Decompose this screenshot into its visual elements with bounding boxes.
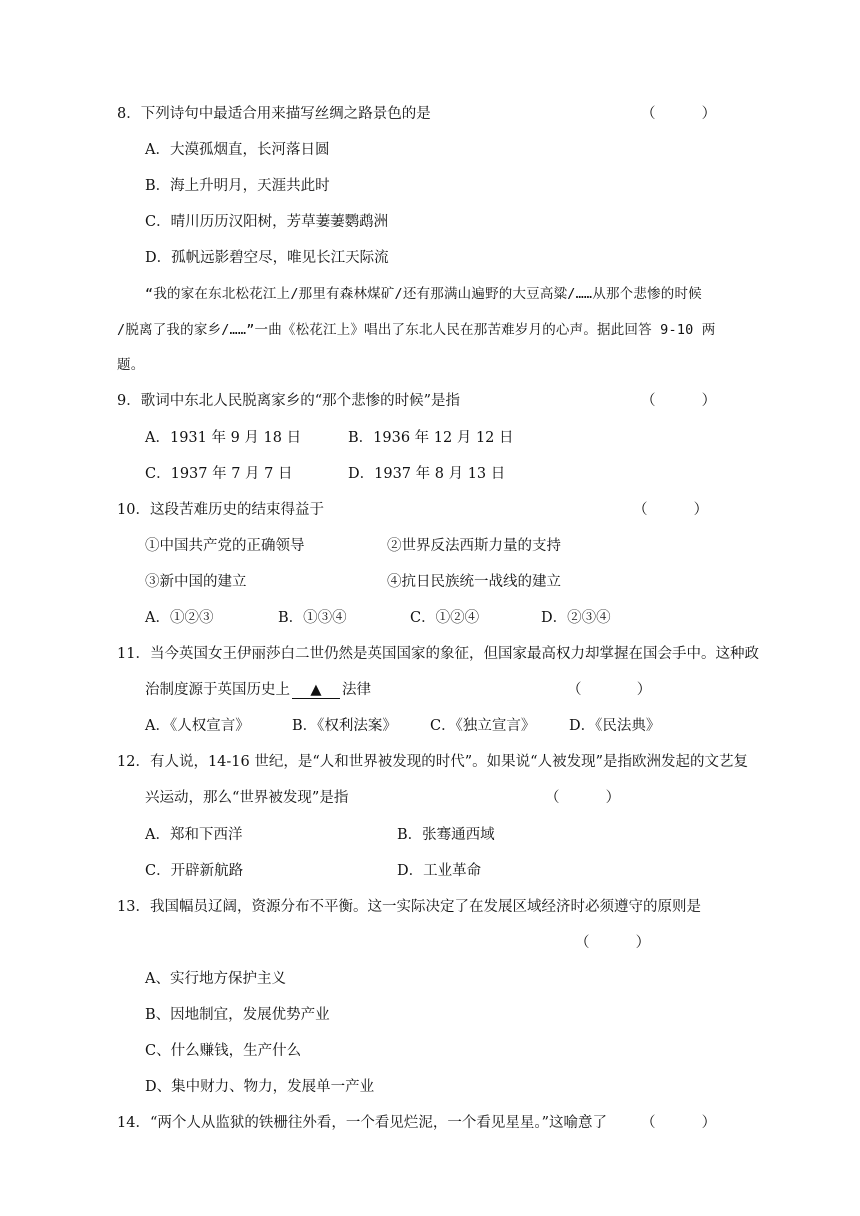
q11-stem-after-blank: 法律	[342, 682, 371, 698]
q11-answer-paren: （ ）	[567, 682, 652, 698]
q9-option-a: A．1931 年 9 月 18 日	[145, 430, 302, 446]
q14-stem: 14．“两个人从监狱的铁栅往外看，一个看见烂泥，一个看见星星。”这喻意了	[117, 1115, 608, 1131]
q12-stem-line-1: 12．有人说，14-16 世纪，是“人和世界被发现的时代”。如果说“人被发现”是指欧洲发起的文艺复	[117, 754, 749, 770]
q11-answer-blank: ▲	[292, 682, 340, 699]
q13-option-d: D、集中财力、物力，发展单一产业	[145, 1079, 375, 1095]
q11-option-d: D．《民法典》	[569, 718, 661, 734]
q10-item-1: ①中国共产党的正确领导	[145, 538, 305, 554]
q11-option-c: C．《独立宣言》	[430, 718, 536, 734]
q8-option-b: B．海上升明月，天涯共此时	[145, 178, 330, 194]
q10-option-a: A．①②③	[145, 610, 214, 626]
q10-item-2: ②世界反法西斯力量的支持	[387, 538, 561, 554]
q13-answer-paren: （ ）	[575, 935, 651, 951]
q10-option-b: B．①③④	[278, 610, 347, 626]
q8-answer-paren: （ ）	[641, 106, 717, 122]
q9-option-d: D．1937 年 8 月 13 日	[348, 466, 506, 482]
q8-option-c: C．晴川历历汉阳树，芳草萋萋鹦鹉洲	[145, 214, 389, 230]
q10-item-3: ③新中国的建立	[145, 574, 247, 590]
q12-option-d: D．工业革命	[397, 863, 482, 879]
q11-stem-line-1: 11．当今英国女王伊丽莎白二世仍然是英国国家的象征，但国家最高权力却掌握在国会手中。这种政	[117, 646, 759, 662]
passage-line-2: /脱离了我的家乡/……”一曲《松花江上》唱出了东北人民在那苦难岁月的心声。据此回答 9-10 两	[117, 322, 716, 338]
q8-option-a: A．大漠孤烟直，长河落日圆	[145, 142, 330, 158]
q12-stem-line-2: 兴运动，那么“世界被发现”是指	[145, 790, 349, 806]
q9-option-c: C．1937 年 7 月 7 日	[145, 466, 293, 482]
q12-option-c: C．开辟新航路	[145, 863, 244, 879]
q13-option-a: A、实行地方保护主义	[145, 971, 286, 987]
q8-option-d: D．孤帆远影碧空尽，唯见长江天际流	[145, 250, 389, 266]
q10-option-c: C．①②④	[410, 610, 480, 626]
q11-option-b: B．《权利法案》	[292, 718, 397, 734]
q12-option-b: B．张骞通西域	[397, 827, 495, 843]
q10-option-d: D．②③④	[541, 610, 611, 626]
q13-option-c: C、什么赚钱，生产什么	[145, 1043, 302, 1059]
q12-answer-paren: （ ）	[545, 790, 621, 806]
passage-line-3: 题。	[117, 357, 145, 373]
q10-stem: 10．这段苦难历史的结束得益于	[117, 502, 324, 518]
q9-option-b: B．1936 年 12 月 12 日	[348, 430, 514, 446]
q13-option-b: B、因地制宜，发展优势产业	[145, 1007, 330, 1023]
q9-stem: 9．歌词中东北人民脱离家乡的“那个悲惨的时候”是指	[117, 393, 461, 409]
q12-option-a: A．郑和下西洋	[145, 827, 243, 843]
q14-answer-paren: （ ）	[641, 1115, 717, 1131]
q11-stem-line-2	[145, 680, 371, 700]
q10-answer-paren: （ ）	[633, 502, 709, 518]
q11-option-a: A．《人权宣言》	[145, 718, 250, 734]
q10-item-4: ④抗日民族统一战线的建立	[387, 574, 561, 590]
q9-answer-paren: （ ）	[641, 393, 717, 409]
q11-stem-before-blank: 治制度源于英国历史上	[145, 682, 290, 698]
q8-stem: 8．下列诗句中最适合用来描写丝绸之路景色的是	[117, 106, 431, 122]
q13-stem: 13．我国幅员辽阔，资源分布不平衡。这一实际决定了在发展区域经济时必须遵守的原则是	[117, 899, 701, 915]
passage-line-1: “我的家在东北松花江上/那里有森林煤矿/还有那满山遍野的大豆高粱/……从那个悲惨的时候	[145, 286, 702, 302]
